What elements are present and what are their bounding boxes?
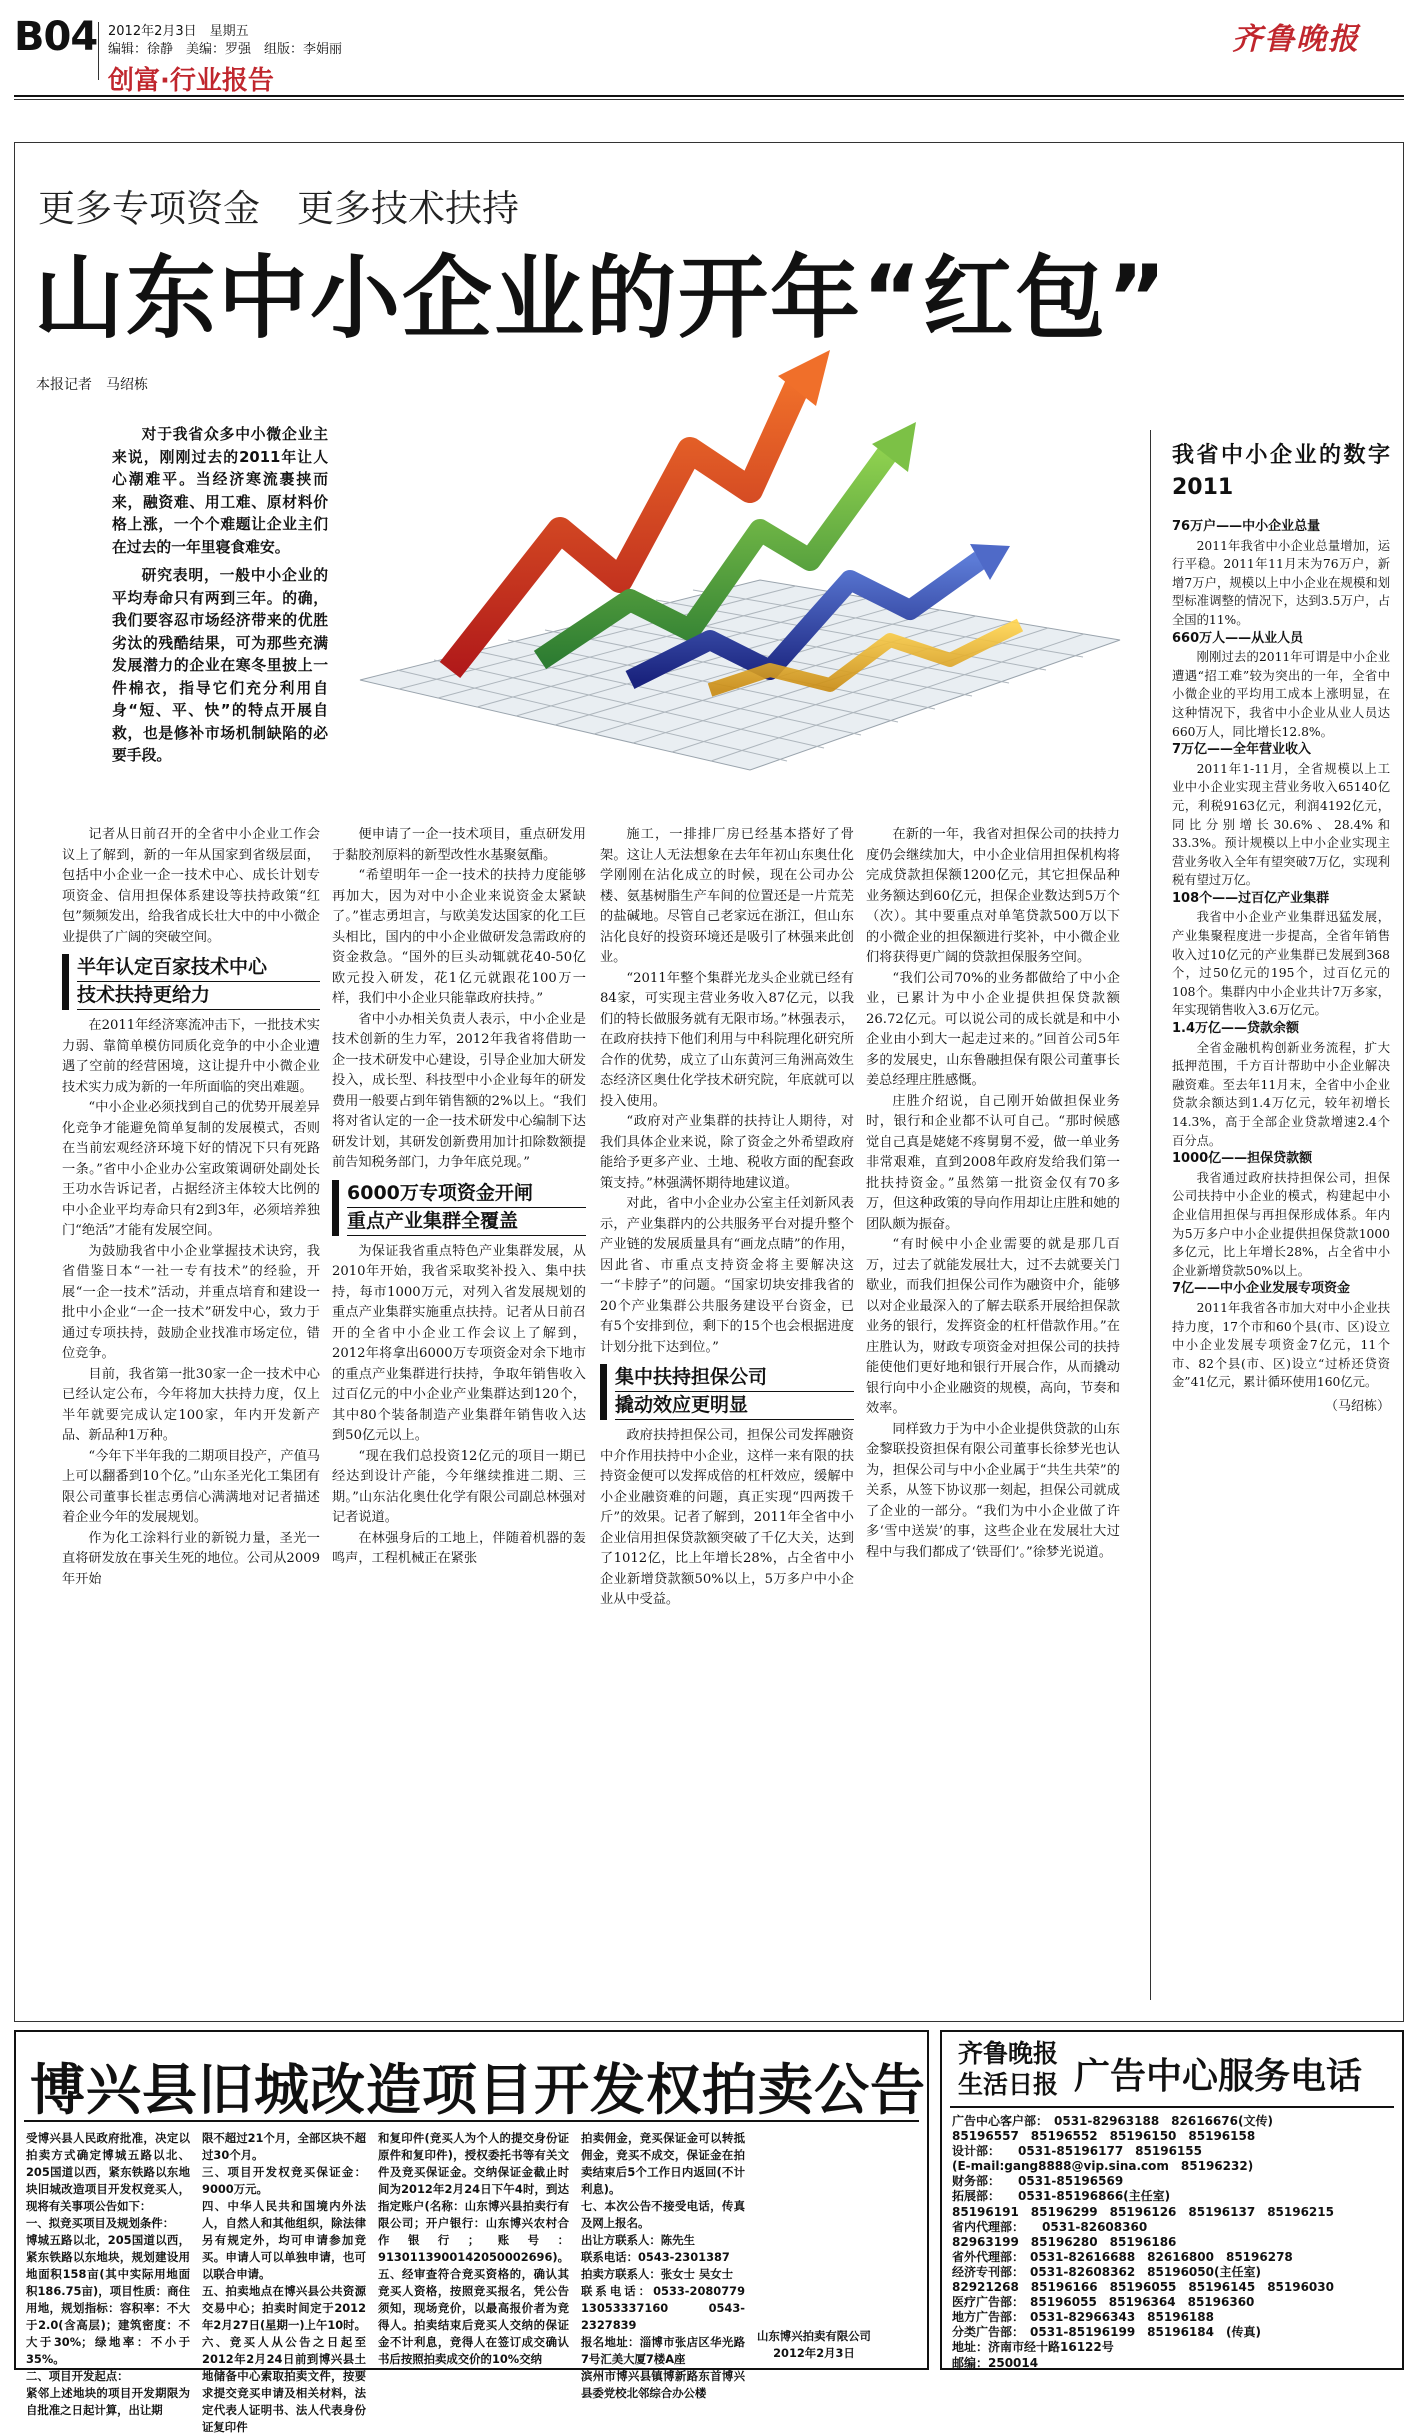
auction-ad-column: 山东博兴拍卖有限公司 2012年2月3日 [757,2329,871,2360]
service-ad-line: 拓展部： 0531-85196866(主任室) [952,2189,1171,2204]
service-ad-line: 省外代理部： 0531-82616688 82616800 85196278 [952,2249,1293,2264]
auction-ad-body [26,2130,921,2434]
article-paragraph: “中小企业必须找到自己的优势开展差异化竞争才能避免简单复制的发展模式，否则在当前宏观经济环境下好的情况下只有死路一条。”省中小企业办公室政策调研处副处长王功水告诉记者，占据经济主体较大比例的中小企业平均寿命只有2到3年，必须培养独门“绝活”才能有发展空间。 [62,1100,320,1238]
byline: 本报记者 马绍栋 [36,377,148,393]
sidebar-items [1172,518,1390,1392]
service-ad-line: 经济专刊部： 0531-82608362 85196050(主任室) [952,2264,1261,2279]
service-ad-title: 广告中心服务电话 [1074,2056,1363,2097]
article-paragraph: 政府扶持担保公司，担保公司发挥融资中介作用扶持中小企业，这样一来有限的扶持资金便可以发挥成倍的杠杆效应，缓解中小企业融资难的问题，真正实现“四两拨千斤”的效果。记者了解到，2011年全省中小企业信用担保贷款额突破了千亿大关，达到了1012亿，比上年增长28%，占全省中小企业新增贷款额50%以上，5万多户中小企业从中受益。 [600,1428,854,1607]
article-paragraph: “2011年整个集群光龙头企业就已经有84家，可实现主营业务收入87亿元，以我们的特长做服务就有无限市场。”林强表示，在政府扶持下他们利用与中科院理化研究所合作的优势，成立了山东黄河三角洲高效生态经济区奥仕化学技术研究院，年底就可以投入使用。 [600,970,854,1109]
lead-paragraph: 对于我省众多中小微企业主来说，刚刚过去的2011年让人心潮难平。当经济寒流裹挟而来，融资难、用工难、原材料价格上涨，一个个难题让企业主们在过去的一年里寝食难安。 [112,426,328,556]
auction-ad-column: 限不超过21个月，全部区块不超过30个月。 三、项目开发权竞买保证金：9000万元。 四、中华人民共和国境内外法人，自然人和其他组织，除法律另有规定外，均可申请参加竞买。申请人可以单独申请，也可以联合申请。 五、拍卖地点在博兴县公共资源交易中心；拍卖时间定于2012年2月27日(星期一)上午10时。 六、竞买人从公告之日起至2012年2月24日前到博兴县土地储备中心索取拍卖文件，按要求提交竞买申请及相关材料，法定代表人证明书、法人代表身份证复印件 [202,2131,367,2434]
article-column-3 [600,825,854,1611]
sidebar-item-heading: 7万亿——全年营业收入 [1172,742,1312,758]
sidebar-item-heading: 1.4万亿——贷款余额 [1172,1021,1300,1037]
service-ad-line: 省内代理部： 0531-82608360 [952,2219,1148,2234]
article-paragraph: 在2011年经济寒流冲击下，一批技术实力弱、靠简单模仿同质化竞争的中小企业遭遇了空前的经营困境，这让提升中小微企业技术实力成为新的一年所面临的突出难题。 [62,1018,320,1095]
sidebar-item-text: 刚刚过去的2011年可谓是中小企业遭遇“招工难”较为突出的一年，全省中小微企业的平均用工成本上涨明显，在这种情况下，我省中小企业从业人员达660万人，同比增长12.8%。 [1172,650,1390,739]
auction-ad-column: 和复印件(竞买人为个人的提交身份证原件和复印件)，授权委托书等有关文件及竞买保证金。交纳保证金截止时间为2012年2月24日下午4时，到达指定账户(名称：山东博兴县拍卖行有限公司；开户银行：山东博兴农村合作银行；账号：9130113900142050002696)。 五、经审查符合竞买资格的，确认其竞买人资格，按照竞买报名，凭公告须知，现场竞价，以最高报价者为竞得人。拍卖结束后竞买人交纳的保证金不计利息，竞得人在签订成交确认书后按照拍卖成交价的10%交纳 [378,2131,569,2366]
service-ad-header [950,2036,1394,2108]
article-paragraph: 省中小办相关负责人表示，中小企业是技术创新的生力军，2012年我省将借助一企一技术研发中心建设，引导企业加大研发投入，成长型、科技型中小企业每年的研发费用一般要占到年销售额的2%以上。“我们将对省认定的一企一技术研发中心编制下达研发计划，其研发创新费用加计扣除数额提前告知税务部门，力争年底兑现。” [332,1011,586,1170]
service-ad-line: 广告中心客户部： 0531-82963188 82616676(文传) [952,2114,1273,2128]
subheading-line: 技术扶持更给力 [77,982,320,1010]
auction-ad-column: 受博兴县人民政府批准，决定以拍卖方式确定博城五路以北、205国道以西，紧东铁路以东地块旧城改造项目开发权竞买人，现将有关事项公告如下： 一、拟竞买项目及规划条件： 博城五路以北，205国道以西，紧东铁路以东地块，规划建设用地面积158亩(其中实际用地面积186.75亩)，项目性质：商住用地，规划指标：容积率：不大于2.0(含高层)；建筑密度：不大于30%；绿地率：不小于35%。 二、项目开发起点： 紧邻上述地块的项目开发期限为自批准之日起计算，出让期 [26,2131,191,2417]
article-paragraph: 对此，省中小企业办公室主任刘新风表示，产业集群内的公共服务平台对提升整个产业链的发展质量具有“画龙点睛”的作用，因此省、市重点支持资金将主要解决这一“卡脖子”的问题。“国家切块安排我省的20个产业集群公共服务建设平台资金，已有5个安排到位，剩下的15个也会根据进度计划分批下达到位。” [600,1196,854,1355]
article-paragraph: 便申请了一企一技术项目，重点研发用于黏胶剂原料的新型改性水基聚氨酯。 [332,827,586,863]
service-ad-body [952,2114,1396,2371]
editor-credits: 编辑：徐静 美编：罗强 组版：李娟丽 [108,42,343,57]
service-ad-paper-name: 生活日报 [958,2070,1059,2099]
sidebar-item-heading: 76万户——中小企业总量 [1172,519,1321,534]
section-title: 创富·行业报告 [108,66,274,96]
service-ad-line: 设计部： 0531-85196177 85196155 [952,2144,1202,2159]
auction-ad-title: 博兴县旧城改造项目开发权拍卖公告 [30,2057,927,2122]
service-ad-line: 分类广告部： 0531-85196199 85196184 (传真) [952,2325,1261,2340]
service-ad-line: 85196191 85196299 85196126 85196137 85196215 [952,2204,1334,2219]
article-paragraph: 目前，我省第一批30家一企一技术中心已经认定公布，今年将加大扶持力度，仅上半年就要完成认定100家，年内开发新产品、新品种1万种。 [62,1366,320,1443]
sidebar-item-text: 我省中小企业产业集群迅猛发展，产业集聚程度进一步提高，全省年销售收入过10亿元的产业集群已发展到368个，过50亿元的195个，过百亿元的108个。集群内中小企业共计7万多家，年实现销售收入3.6万亿元。 [1172,910,1390,1018]
issue-date: 2012年2月3日 [108,24,197,39]
sidebar-item-text: 2011年1-11月，全省规模以上工业中小企业实现主营业务收入65140亿元，利税9163亿元，利润4192亿元，同比分别增长30.6%、28.4%和33.3%。预计规模以上中小企业实现主营业务收入全年有望突破7万亿，实现利税有望过万亿。 [1172,761,1390,888]
sidebar-item-text: 2011年我省中小企业总量增加，运行平稳。2011年11月末为76万户，新增7万户，规模以上中小企业在规模和划型标准调整的情况下，达到3.5万户，占全国的11%。 [1172,538,1390,627]
newspaper-logo: 齐鲁晚报 [1232,22,1360,57]
subheading-line: 重点产业集群全覆盖 [347,1208,586,1236]
article-paragraph: 记者从日前召开的全省中小企业工作会议上了解到，新的一年从国家到省级层面，包括中小企业一企一技术中心、成长计划专项资金、信用担保体系建设等扶持政策“红包”频频发出，给我省成长壮大中的中小微企业提供了广阔的突破空间。 [62,827,320,945]
article-column-1 [62,825,320,1590]
sidebar-item-heading: 108个——过百亿产业集群 [1172,890,1330,906]
sidebar-item-text: 我省通过政府扶持担保公司，担保公司扶持中小企业的模式，构建起中小企业信用担保与再担保形成体系。年内为5万多户中小企业提供担保贷款1000多亿元，比上年增长28%，占全省中小企业新增贷款50%以上。 [1172,1170,1390,1278]
service-ad-line: 82963199 85196280 85196186 [952,2234,1177,2249]
service-ad-papers [958,2038,1058,2100]
service-ad-line: 医疗广告部： 85196055 85196364 85196360 [952,2295,1255,2310]
subheading-special-fund [332,1180,586,1236]
article-paragraph: 在林强身后的工地上，伴随着机器的轰鸣声，工程机械正在紧张 [332,1530,586,1566]
sidebar-divider [1150,430,1151,2000]
article-paragraph: “政府对产业集群的扶持让人期待，对我们具体企业来说，除了资金之外希望政府能给予更多产业、土地、税收方面的配套政策支持。”林强满怀期待地建议道。 [600,1114,854,1191]
article-paragraph: 在新的一年，我省对担保公司的扶持力度仍会继续加大，中小企业信用担保机构将完成贷款担保额1200亿元，其它担保品种业务额达到60亿元，担保企业数达到5万个（次）。其中要重点对单笔贷款500万以下的小微企业的担保额进行奖补，中小微企业们将获得更广阔的贷款担保服务空间。 [866,827,1120,965]
article-title: 山东中小企业的开年“红包” [34,246,1169,351]
article-paragraph: 庄胜介绍说，自己刚开始做担保业务时，银行和企业都不认可自己。“那时候感觉自己真是姥姥不疼舅舅不爱，做一单业务非常艰难，直到2008年政府发给我们第一批扶持资金。”虽然第一批资金仅有70多万，但这种政策的导向作用却让庄胜和她的团队颇为振奋。 [866,1093,1120,1232]
subheading-line: 6000万专项资金开闸 [347,1180,586,1208]
article-paragraph: “有时候中小企业需要的就是那几百万，过去了就能发展壮大，过不去就要关门歇业，而我们担保公司作为融资中介，能够以对企业最深入的了解去联系开展给担保款业务的银行，发挥资金的杠杆借款作用。”在庄胜认为，财政专项资金对担保公司的扶持能使他们更好地和银行开展合作，从而撬动银行向中小企业融资的规模，高向，节奏和效率。 [866,1237,1120,1416]
sidebar-title: 我省中小企业的数字2011 [1172,443,1390,500]
issue-date-line [108,20,249,39]
issue-weekday: 星期五 [209,24,249,39]
sidebar-box [1172,440,1390,1417]
service-ad-line: 地址：济南市经十路16122号 [952,2340,1114,2355]
service-ad-line: 地方广告部： 0531-82966343 85196188 [952,2310,1214,2325]
page-number: B04 [14,14,98,60]
sidebar-item-heading: 7亿——中小企业发展专项资金 [1172,1281,1351,1297]
sidebar-item-heading: 660万人——从业人员 [1172,630,1304,646]
sidebar-item-text: 2011年我省各市加大对中小企业扶持力度，17个市和60个县(市、区)设立中小企业发展专项资金7亿元，11个市、82个县(市、区)设立“过桥还贷资金”41亿元，累计循环使用160亿元。 [1172,1300,1390,1390]
auction-ad-column: 拍卖佣金，竞买保证金可以转抵佣金，竞买不成交，保证金在拍卖结束后5个工作日内返回(不计利息)。 七、本次公告不接受电话，传真及网上报名。 出让方联系人：陈先生 联系电话：0543-2301387 拍卖方联系人：张女士 吴女士 联系电话：0533-2080779 13053337160 0543-2327839 报名地址：淄博市张店区华光路7号汇美大厦7楼A座 滨州市博兴县镇博新路东首博兴县委党校北邻综合办公楼 [581,2131,746,2400]
article-column-2 [332,825,586,1570]
article-paragraph: 为保证我省重点特色产业集群发展，从2010年开始，我省采取奖补投入、集中扶持，每市1000万元，对列入省发展规划的重点产业集群实施重点扶持。记者从日前召开的全省中小企业工作会议上了解到，2012年将拿出6000万专项资金对余下地市的重点产业集群进行扶持，争取年销售收入过百亿元的中小企业产业集群达到120个，其中80个装备制造产业集群年销售收入达到50亿元以上。 [332,1243,586,1443]
sidebar-item-heading: 1000亿——担保贷款额 [1172,1151,1313,1167]
subheading-line: 集中扶持担保公司 [615,1364,854,1392]
subheading-guarantee [600,1364,854,1420]
lead-paragraph: 研究表明，一般中小企业的平均寿命只有两到三年。的确，我们要容忍市场经济带来的优胜劣汰的残酷结果，可为那些充满发展潜力的企业在寒冬里披上一件棉衣，指导它们充分利用自身“短、平、快”的特点开展自救，也是修补市场机制缺陷的必要手段。 [112,567,328,764]
service-ad-line: 邮编：250014 [952,2355,1039,2370]
arrow-growth-chart-illustration [330,340,1130,780]
article-column-4 [866,825,1120,1563]
article-paragraph: 为鼓励我省中小企业掌握技术诀窍，我省借鉴日本“一社一专有技术”的经验，开展“一企一技术”活动，并重点培育和建设一批中小企业“一企一技术”研发中心，致力于通过专项扶持，鼓励企业找准市场定位，错位竞争。 [62,1243,320,1361]
sidebar-item-text: 全省金融机构创新业务流程，扩大抵押范围，千方百计帮助中小企业解决融资难。至去年11月末，全省中小企业贷款余额达到1.4万亿元，较年初增长14.3%，高于全部企业贷款增速2.4个百分点。 [1172,1040,1390,1148]
article-paragraph: 施工，一排排厂房已经基本搭好了骨架。这让人无法想象在去年年初山东奥仕化学刚刚在沾化成立的时候，现在公司办公楼、氨基树脂生产车间的位置还是一片荒芜的盐碱地。尽管自己老家远在浙江，但山东沾化良好的投资环境还是吸引了林强来此创业。 [600,827,854,965]
article-paragraph: “希望明年一企一技术的扶持力度能够再加大，因为对中小企业来说资金太紧缺了。”崔志勇坦言，与欧美发达国家的化工巨头相比，国内的中小企业做研发急需政府的资金救急。“国外的巨头动辄就花40-50亿欧元投入研发，花1亿元就跟花100万一样，我们中小企业只能靠政府扶持。” [332,868,586,1006]
article-paragraph: “我们公司70%的业务都做给了中小企业，已累计为中小企业提供担保贷款额26.72亿元。可以说公司的成长就是和中小企业由小到大一起走过来的。”回首公司5年多的发展史，山东鲁融担保有限公司董事长姜总经理庄胜感慨。 [866,970,1120,1088]
subheading-tech-center [62,954,320,1010]
subheading-line: 半年认定百家技术中心 [77,954,320,982]
article-kicker: 更多专项资金 更多技术扶持 [38,187,519,230]
article-paragraph: 同样致力于为中小企业提供贷款的山东金黎联投资担保有限公司董事长徐梦光也认为，担保公司与中小企业属于“共生共荣”的关系，从签下协议那一刻起，担保公司就成了企业的一部分。“我们为中小企业做了许多‘雪中送炭’的事，这些企业在发展壮大过程中与我们都成了‘铁哥们’。”徐梦光说道。 [866,1421,1120,1560]
subheading-line: 撬动效应更明显 [615,1392,854,1420]
sidebar-byline: （马绍栋） [1324,1398,1390,1414]
article-paragraph: “现在我们总投资12亿元的项目一期已经达到设计产能，今年继续推进二期、三期。”山东沾化奥仕化学有限公司副总林强对记者说道。 [332,1448,586,1525]
service-ad-line: (E-mail:gang8888@vip.sina.com 85196232) [952,2159,1254,2174]
lead-text [112,424,328,768]
service-ad-line: 82921268 85196166 85196055 85196145 85196030 [952,2280,1334,2295]
article-paragraph: “今年下半年我的二期项目投产，产值马上可以翻番到10个亿。”山东圣光化工集团有限公司董事长崔志勇信心满满地对记者描述着企业今年的发展规划。 [62,1448,320,1525]
service-ad-line: 85196557 85196552 85196150 85196158 [952,2129,1256,2144]
service-ad-paper-name: 齐鲁晚报 [958,2039,1059,2068]
article-paragraph: 作为化工涂料行业的新锐力量，圣光一直将研发放在事关生死的地位。公司从2009年开始 [62,1530,320,1587]
service-ad-line: 财务部： 0531-85196569 [952,2174,1124,2189]
